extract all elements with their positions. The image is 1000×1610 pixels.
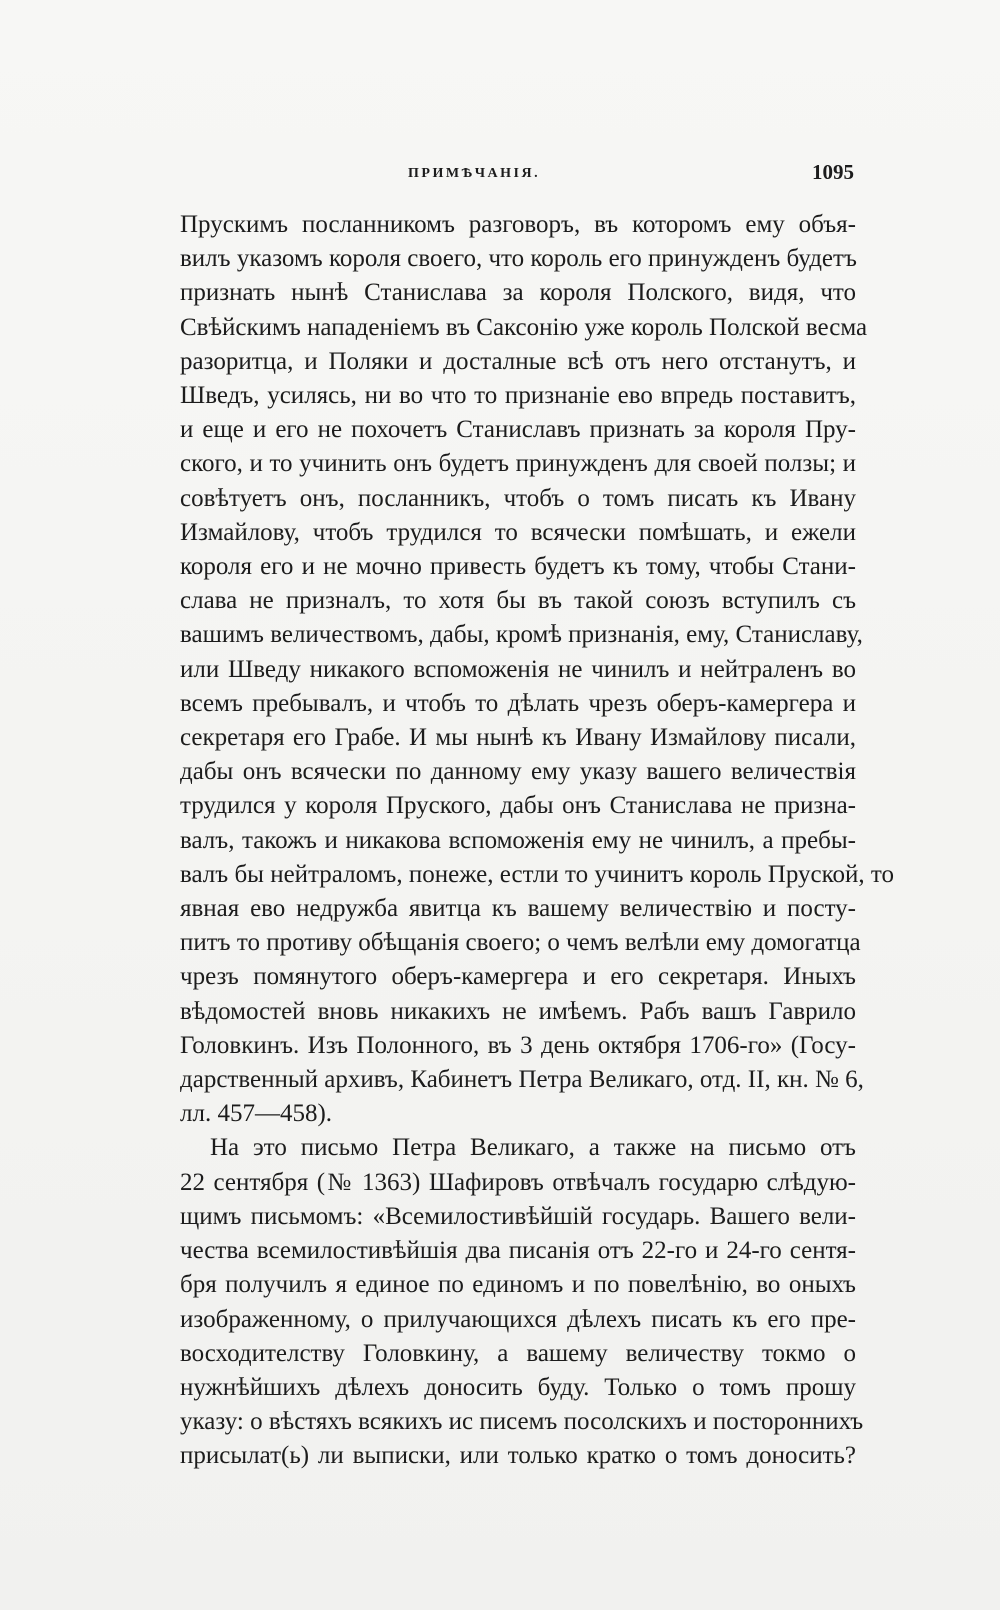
body-text: [180, 208, 894, 1474]
text-line: вашимъ величествомъ, дабы, кромѣ признанія, ему, Станиславу,: [180, 621, 863, 649]
text-line: ского, и то учинить онъ будетъ принужденъ для своей ползы; и: [180, 450, 856, 478]
text-line: Свѣйскимъ нападеніемъ въ Саксонію уже король Полской весма: [180, 313, 868, 341]
running-title: ПРИМѢЧАНІЯ.: [408, 166, 541, 181]
text-line: лл. 457—458).: [180, 1100, 333, 1128]
text-line: нужнѣйшихъ дѣлехъ доносить буду. Только о томъ прошу: [180, 1373, 856, 1401]
text-line: вилъ указомъ короля своего, что король его принужденъ будетъ: [180, 245, 857, 273]
text-line: чрезъ помянутого оберъ-камергера и его секретаря. Иныхъ: [180, 963, 856, 991]
text-line: питъ то противу обѣщанія своего; о чемъ велѣли ему домогатца: [180, 929, 861, 957]
text-line: восходителству Головкину, а вашему величеству токмо о: [180, 1339, 856, 1367]
text-line: дарственный архивъ, Кабинетъ Петра Великаго, отд. II, кн. № 6,: [180, 1066, 864, 1094]
text-line: слава не призналъ, то хотя бы въ такой союзъ вступилъ съ: [180, 587, 856, 615]
text-line: валъ, такожъ и никакова вспоможенія ему не чинилъ, а пребы-: [180, 826, 856, 854]
text-line: Прускимъ посланникомъ разговоръ, въ которомъ ему объя-: [180, 211, 856, 238]
text-line: присылат(ь) ли выписки, или только кратко о томъ доносить?: [180, 1442, 856, 1470]
text-line: вѣдомостей вновь никакихъ не имѣемъ. Рабъ вашъ Гаврило: [180, 997, 856, 1025]
paragraph-start-line: На это письмо Петра Великаго, а также на письмо отъ: [210, 1134, 856, 1162]
text-line: изображенному, о прилучающихся дѣлехъ писать къ его пре-: [180, 1305, 856, 1333]
text-line: Шведъ, усилясь, ни во что то признаніе ево впредь поставитъ,: [180, 382, 856, 410]
text-line: или Шведу никакого вспоможенія не чинилъ и нейтраленъ во: [180, 655, 856, 683]
text-line: явная ево недружба явитца къ вашему величествію и посту-: [180, 895, 856, 923]
text-line: указу: о вѣстяхъ всякихъ ис писемъ посолскихъ и постороннихъ: [180, 1408, 864, 1436]
text-line: бря получилъ я единое по единомъ и по повелѣнію, во оныхъ: [180, 1271, 856, 1299]
text-line: и еще и его не похочетъ Станиславъ признать за короля Пру-: [180, 416, 856, 444]
text-line: чества всемилостивѣйшія два писанія отъ 22-го и 24-го сентя-: [180, 1237, 856, 1265]
text-line: валъ бы нейтраломъ, понеже, естли то учинитъ король Пруской, то: [180, 860, 894, 888]
page-number: 1095: [812, 160, 854, 184]
text-line: совѣтуетъ онъ, посланникъ, чтобъ о томъ писать къ Ивану: [180, 484, 856, 512]
text-line: секретаря его Грабе. И мы нынѣ къ Ивану Измайлову писали,: [180, 724, 856, 752]
text-line: 22 сентября (№ 1363) Шафировъ отвѣчалъ государю слѣдую-: [180, 1168, 856, 1196]
text-line: признать нынѣ Станислава за короля Полского, видя, что: [180, 279, 856, 307]
text-line: Измайлову, чтобъ трудился то всячески помѣшать, и ежели: [180, 518, 856, 546]
text-line: Головкинъ. Изъ Полонного, въ 3 день октября 1706-го» (Госу-: [180, 1031, 856, 1059]
text-line: разоритца, и Поляки и досталные всѣ отъ него отстанутъ, и: [180, 347, 856, 375]
text-line: трудился у короля Пруского, дабы онъ Станислава не призна-: [180, 792, 856, 820]
text-line: щимъ письмомъ: «Всемилостивѣйшій государь. Вашего вели-: [180, 1202, 856, 1230]
text-line: короля его и не мочно привесть будетъ къ тому, чтобы Стани-: [180, 553, 856, 581]
running-head: [180, 160, 854, 190]
text-line: дабы онъ всячески по данному ему указу вашего величествія: [180, 758, 856, 786]
text-line: всемъ пребывалъ, и чтобъ то дѣлать чрезъ оберъ-камергера и: [180, 689, 856, 717]
